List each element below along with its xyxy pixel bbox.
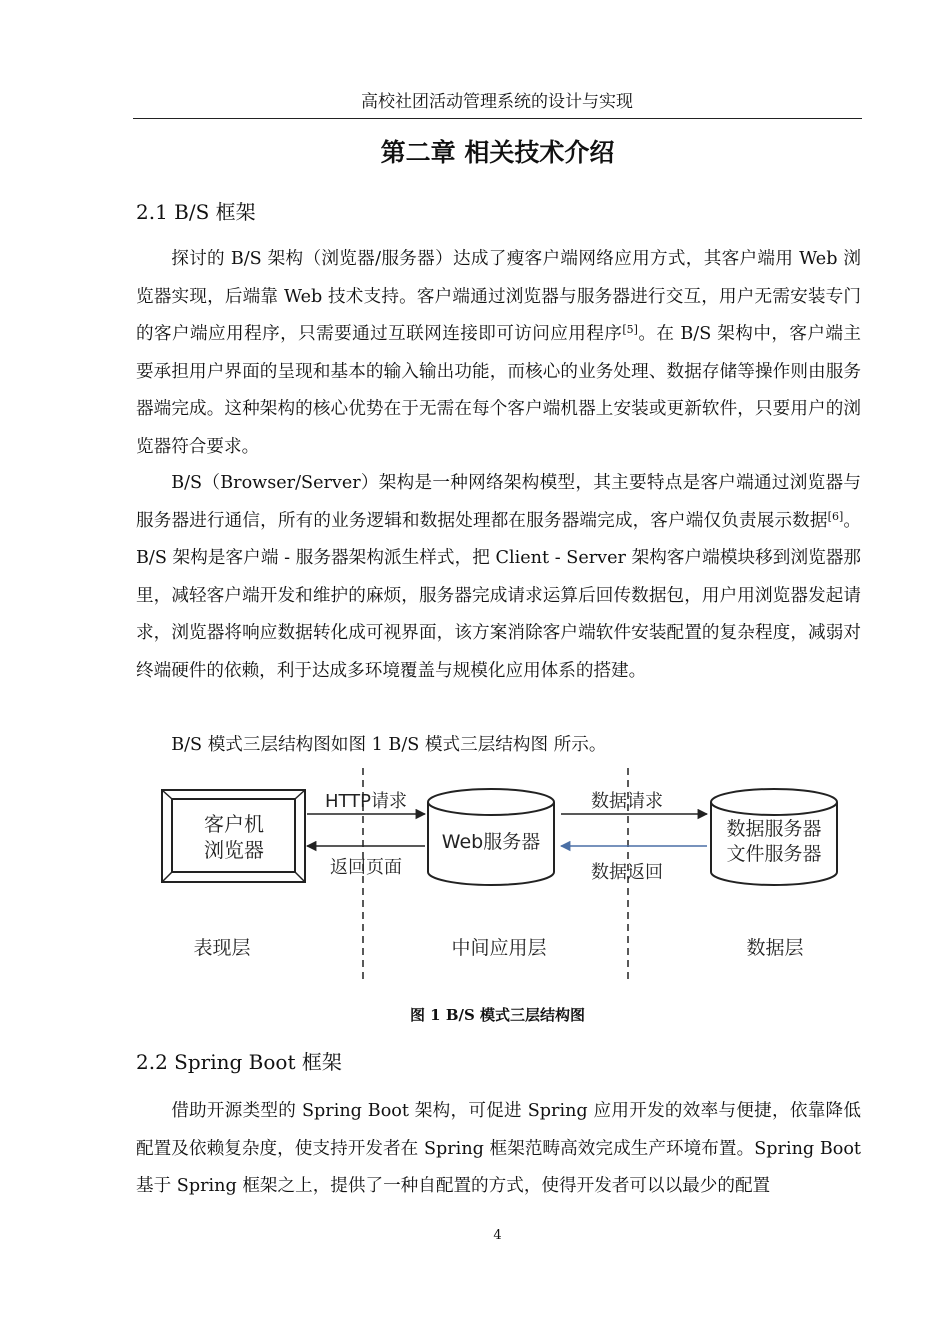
paragraph-text: 。在 B/S 架构中，客户端主要承担用户界面的呈现和基本的输入输出功能，而核心的业务处理、数据存储等操作则由服务器端完成。这种架构的核心优势在于无需在每个客户端机器上安装或更新软件，只要用户的浏览器符合要求。 [136, 324, 861, 457]
data-request-label: 数据请求 [591, 791, 663, 812]
layer-middle-label: 中间应用层 [451, 937, 547, 959]
page-number: 4 [493, 1228, 502, 1243]
data-server-label-line1: 数据服务器 [726, 818, 822, 840]
bs-architecture-diagram [155, 768, 855, 986]
web-server-label: Web服务器 [441, 831, 541, 853]
citation-5: [5] [622, 323, 638, 336]
client-browser-box [162, 790, 305, 882]
layer-data-label: 数据层 [746, 937, 804, 959]
chapter-title: 第二章 相关技术介绍 [380, 138, 615, 167]
data-server-cylinder [711, 789, 837, 885]
paragraph-figure-reference: B/S 模式三层结构图如图 1 B/S 模式三层结构图 所示。 [171, 735, 607, 755]
data-return-label: 数据返回 [591, 862, 663, 883]
paragraph-text: 探讨的 B/S 架构（浏览器/服务器）达成了瘦客户端网络应用方式，其客户端用 Web 浏览器实现，后端靠 Web 技术支持。客户端通过浏览器与服务器进行交互，用户无需安装专门的客户端应用程序，只需要通过互联网连接即可访问应用程序 [136, 249, 861, 344]
return-page-label: 返回页面 [330, 857, 402, 878]
running-header: 高校社团活动管理系统的设计与实现 [361, 92, 633, 112]
paragraph-text: B/S（Browser/Server）架构是一种网络架构模型，其主要特点是客户端通过浏览器与服务器进行通信，所有的业务逻辑和数据处理都在服务器端完成，客户端仅负责展示数据 [136, 473, 861, 531]
paragraph-text: 。B/S 架构是客户端 - 服务器架构派生样式，把 Client - Server 架构客户端模块移到浏览器那里，减轻客户端开发和维护的麻烦，服务器完成请求运算后回传数据包，用户用浏览器发起请求，浏览器将响应数据转化成可视界面，该方案消除客户端软件安装配置的复杂程度，减弱对终端硬件的依赖，利于达成多环境覆盖与规模化应用体系的搭建。 [136, 510, 861, 681]
paragraph-bs-intro [136, 241, 861, 466]
citation-6: [6] [827, 509, 844, 523]
section-heading-2-2: 2.2 Spring Boot 框架 [136, 1050, 342, 1074]
header-rule [133, 118, 862, 119]
client-label-line2: 浏览器 [204, 838, 264, 862]
http-request-label: HTTP请求 [324, 791, 408, 812]
web-server-cylinder [428, 789, 554, 885]
figure-caption: 图 1 B/S 模式三层结构图 [409, 1006, 586, 1024]
layer-presentation-label: 表现层 [193, 937, 251, 959]
paragraph-bs-model [136, 465, 861, 690]
client-label-line1: 客户机 [204, 812, 264, 836]
section-heading-2-1: 2.1 B/S 框架 [136, 200, 256, 224]
data-server-label-line2: 文件服务器 [726, 843, 822, 865]
paragraph-spring-boot: 借助开源类型的 Spring Boot 架构，可促进 Spring 应用开发的效率与便捷，依靠降低配置及依赖复杂度，使支持开发者在 Spring 框架范畴高效完成生产环境布置。Spring Boot 基于 Spring 框架之上，提供了一种自配置的方式，使得开发者可以以最少的配置 [136, 1101, 861, 1196]
